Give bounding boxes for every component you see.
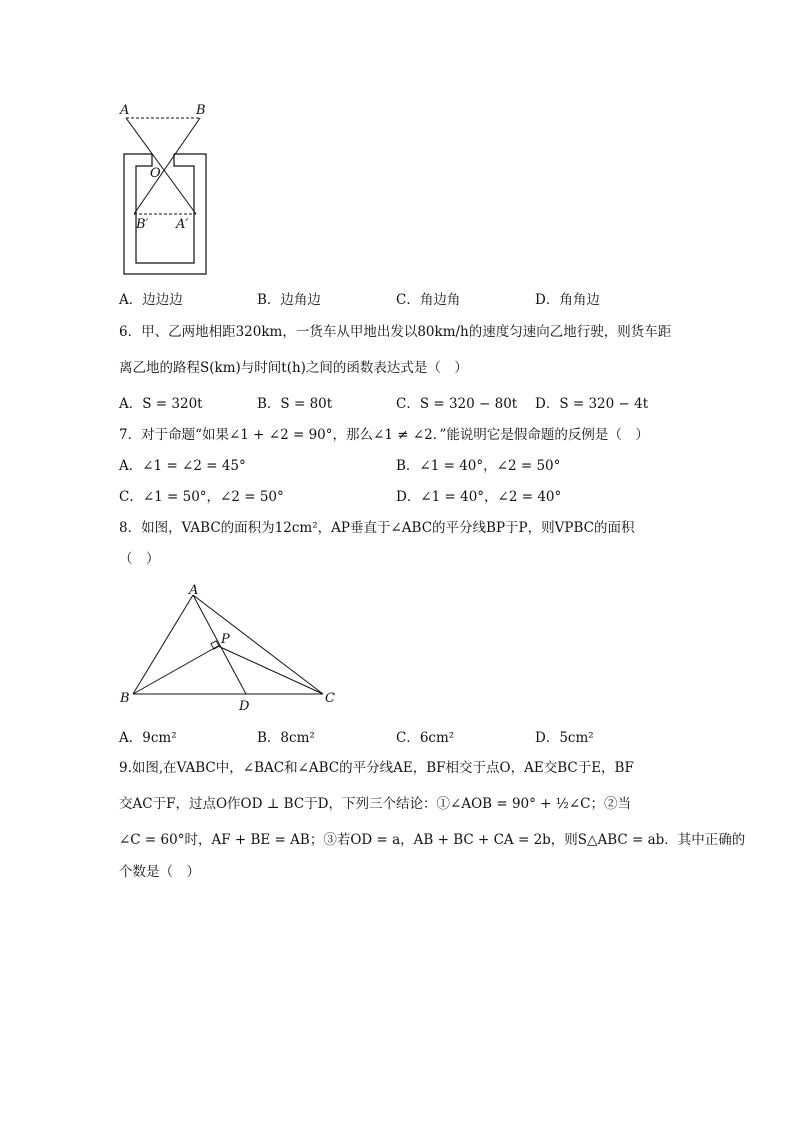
q7-option-a: A．∠1 = ∠2 = 45° — [119, 458, 246, 474]
q8-label-c: C — [325, 691, 335, 706]
q5-label-aprime: A′ — [176, 217, 189, 232]
q5-option-b: B．边角边 — [257, 292, 321, 308]
q8-side-ac — [193, 595, 323, 694]
q7-stem: 7．对于命题“如果∠1 + ∠2 = 90°，那么∠1 ≠ ∠2．”能说明它是假命题的反例是（ ） — [119, 427, 649, 443]
q8-side-ab — [133, 595, 193, 694]
q5-label-bprime: B′ — [136, 217, 149, 232]
q9-stem-line4: 个数是（ ） — [119, 864, 200, 880]
q5-label-a: A — [120, 103, 130, 118]
q8-option-d: D．5cm² — [535, 730, 594, 746]
q9-stem-line1: 9.如图,在VABC中，∠BAC和∠ABC的平分线AE，BF相交于点O，AE交BC于E，BF — [119, 760, 634, 776]
q7-option-c: C．∠1 = 50°，∠2 = 50° — [119, 489, 284, 505]
q8-label-d: D — [239, 699, 250, 714]
q8-stem-line2: （ ） — [119, 551, 160, 567]
q8-option-b: B．8cm² — [257, 730, 315, 746]
q5-option-c: C．角边角 — [396, 292, 461, 308]
q8-option-c: C．6cm² — [396, 730, 455, 746]
q8-label-a: A — [189, 583, 199, 598]
q6-option-d: D．S = 320 − 4t — [535, 396, 649, 412]
q8-stem-line1: 8．如图，VABC的面积为12cm²，AP垂直于∠ABC的平分线BP于P，则VPBC的面积 — [119, 520, 635, 536]
q8-bisector-bd — [133, 646, 218, 694]
q5-option-d: D．角角边 — [535, 292, 600, 308]
q6-stem-line2: 离乙地的路程S(km)与时间t(h)之间的函数表达式是（ ） — [119, 360, 468, 376]
q6-option-b: B．S = 80t — [257, 396, 333, 412]
q5-inner-frame — [136, 154, 194, 263]
q8-segment-ad — [193, 595, 246, 694]
q7-option-b: B．∠1 = 40°，∠2 = 50° — [396, 458, 561, 474]
q6-stem-line1: 6．甲、乙两地相距320km，一货车从甲地出发以80km/h的速度匀速向乙地行驶，则货车距 — [119, 324, 672, 340]
q5-label-b: B — [196, 103, 206, 118]
q8-figure — [115, 580, 345, 715]
q8-option-a: A．9cm² — [119, 730, 177, 746]
q5-option-a: A．边边边 — [119, 292, 183, 308]
q6-option-a: A．S = 320t — [119, 396, 203, 412]
q6-option-c: C．S = 320 − 80t — [396, 396, 518, 412]
q5-figure — [112, 100, 222, 280]
q8-segment-pc — [218, 646, 323, 694]
q8-label-b: B — [120, 691, 130, 706]
q7-option-d: D．∠1 = 40°，∠2 = 40° — [396, 489, 562, 505]
q5-label-o: O — [150, 166, 161, 181]
q8-label-p: P — [221, 632, 230, 647]
q9-stem-line2: 交AC于F，过点O作OD ⊥ BC于D，下列三个结论：①∠AOB = 90° + ½∠C；②当 — [119, 796, 631, 812]
q9-stem-line3: ∠C = 60°时，AF + BE = AB；③若OD = a，AB + BC + CA = 2b，则S△ABC = ab．其中正确的 — [119, 832, 746, 848]
